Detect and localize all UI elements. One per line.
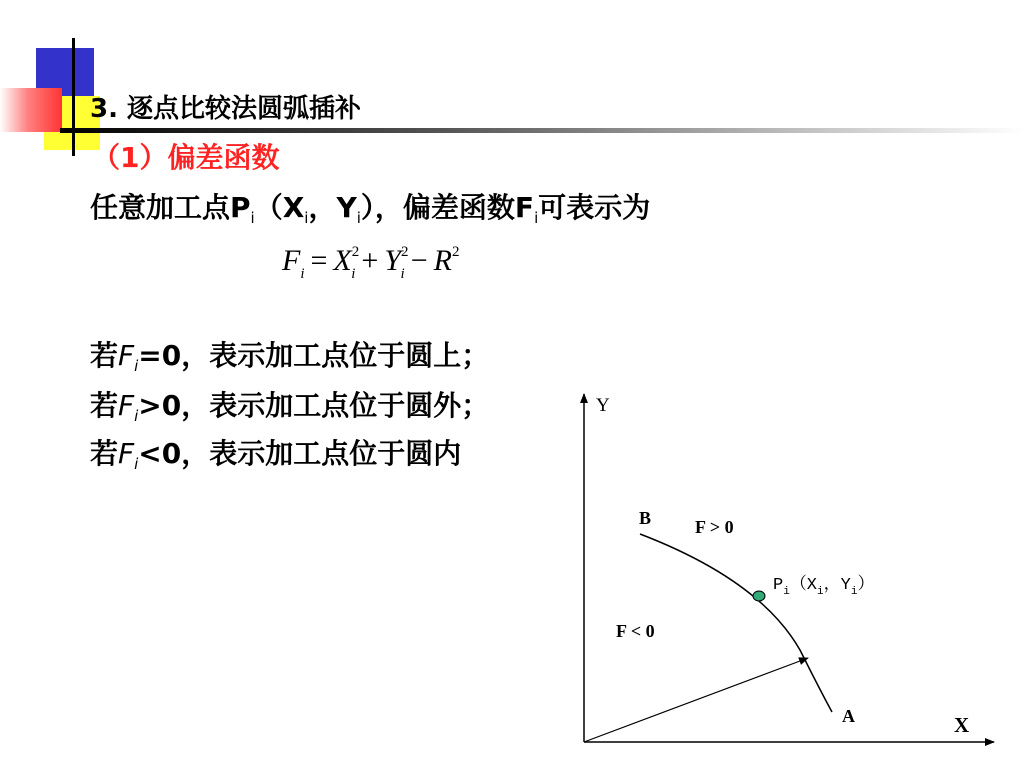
formula-minus: −: [410, 244, 428, 277]
formula-R-sup: 2: [451, 244, 460, 260]
point-pi-coords-a-sub: i: [817, 586, 824, 598]
condition-text: =0，表示加工点位于圆上；: [138, 339, 490, 372]
y-axis-label: Y: [596, 395, 610, 416]
condition-var: F: [118, 437, 135, 470]
formula-X: X: [333, 244, 352, 277]
intro-text-e: 可表示为: [538, 191, 651, 224]
formula-Y-sup: 2: [401, 244, 409, 260]
intro-text-d: ），偏差函数F: [360, 191, 535, 224]
formula-X-sup: 2: [351, 244, 360, 260]
condition-var: F: [118, 389, 135, 422]
condition-sub: i: [134, 455, 139, 473]
point-pi-label: [773, 574, 874, 598]
intro-text-c: ，Y: [308, 191, 357, 224]
condition-prefix: 若: [90, 339, 119, 372]
intro-text-b: （X: [254, 191, 305, 224]
radius-arrow: [584, 658, 808, 742]
slide-title: 3. 逐点比较法圆弧插补: [90, 94, 362, 124]
intro-sub-c: i: [356, 209, 361, 227]
condition-text: >0，表示加工点位于圆外；: [138, 389, 490, 422]
intro-sub-b: i: [304, 209, 309, 227]
point-pi-coords-b-sub: i: [850, 586, 858, 598]
formula-Y-sub: i: [400, 266, 405, 282]
section-subtitle: （1）偏差函数: [92, 141, 280, 174]
point-pi-p: P: [773, 576, 784, 595]
condition-sub: i: [134, 407, 139, 425]
point-pi-coords-a: （X: [789, 576, 818, 595]
region-outside-label: F > 0: [695, 517, 734, 537]
point-pi-coords-b: ，Y: [823, 576, 851, 595]
formula-X-sub: i: [351, 266, 356, 282]
x-axis-label: X: [954, 713, 970, 737]
formula-eq: =: [310, 244, 328, 277]
condition-sub: i: [134, 357, 139, 375]
point-pi-sub: i: [783, 586, 790, 598]
formula-F-sub: i: [300, 266, 305, 282]
point-b-label: B: [639, 508, 652, 528]
condition-prefix: 若: [90, 437, 119, 470]
condition-text: <0，表示加工点位于圆内: [138, 437, 462, 470]
intro-sub-d: i: [534, 209, 539, 227]
point-a-label: A: [842, 706, 855, 726]
formula-F: F: [282, 244, 301, 277]
formula-Y: Y: [384, 244, 402, 277]
intro-text-a: 任意加工点P: [90, 191, 251, 224]
condition-prefix: 若: [90, 389, 119, 422]
formula-R: R: [433, 244, 452, 277]
intro-sub-a: i: [250, 209, 255, 227]
point-pi-coords-c: ）: [857, 576, 875, 595]
formula-plus: +: [361, 244, 379, 277]
region-inside-label: F < 0: [616, 621, 655, 641]
condition-var: F: [118, 339, 135, 372]
point-pi-marker: [753, 591, 765, 601]
